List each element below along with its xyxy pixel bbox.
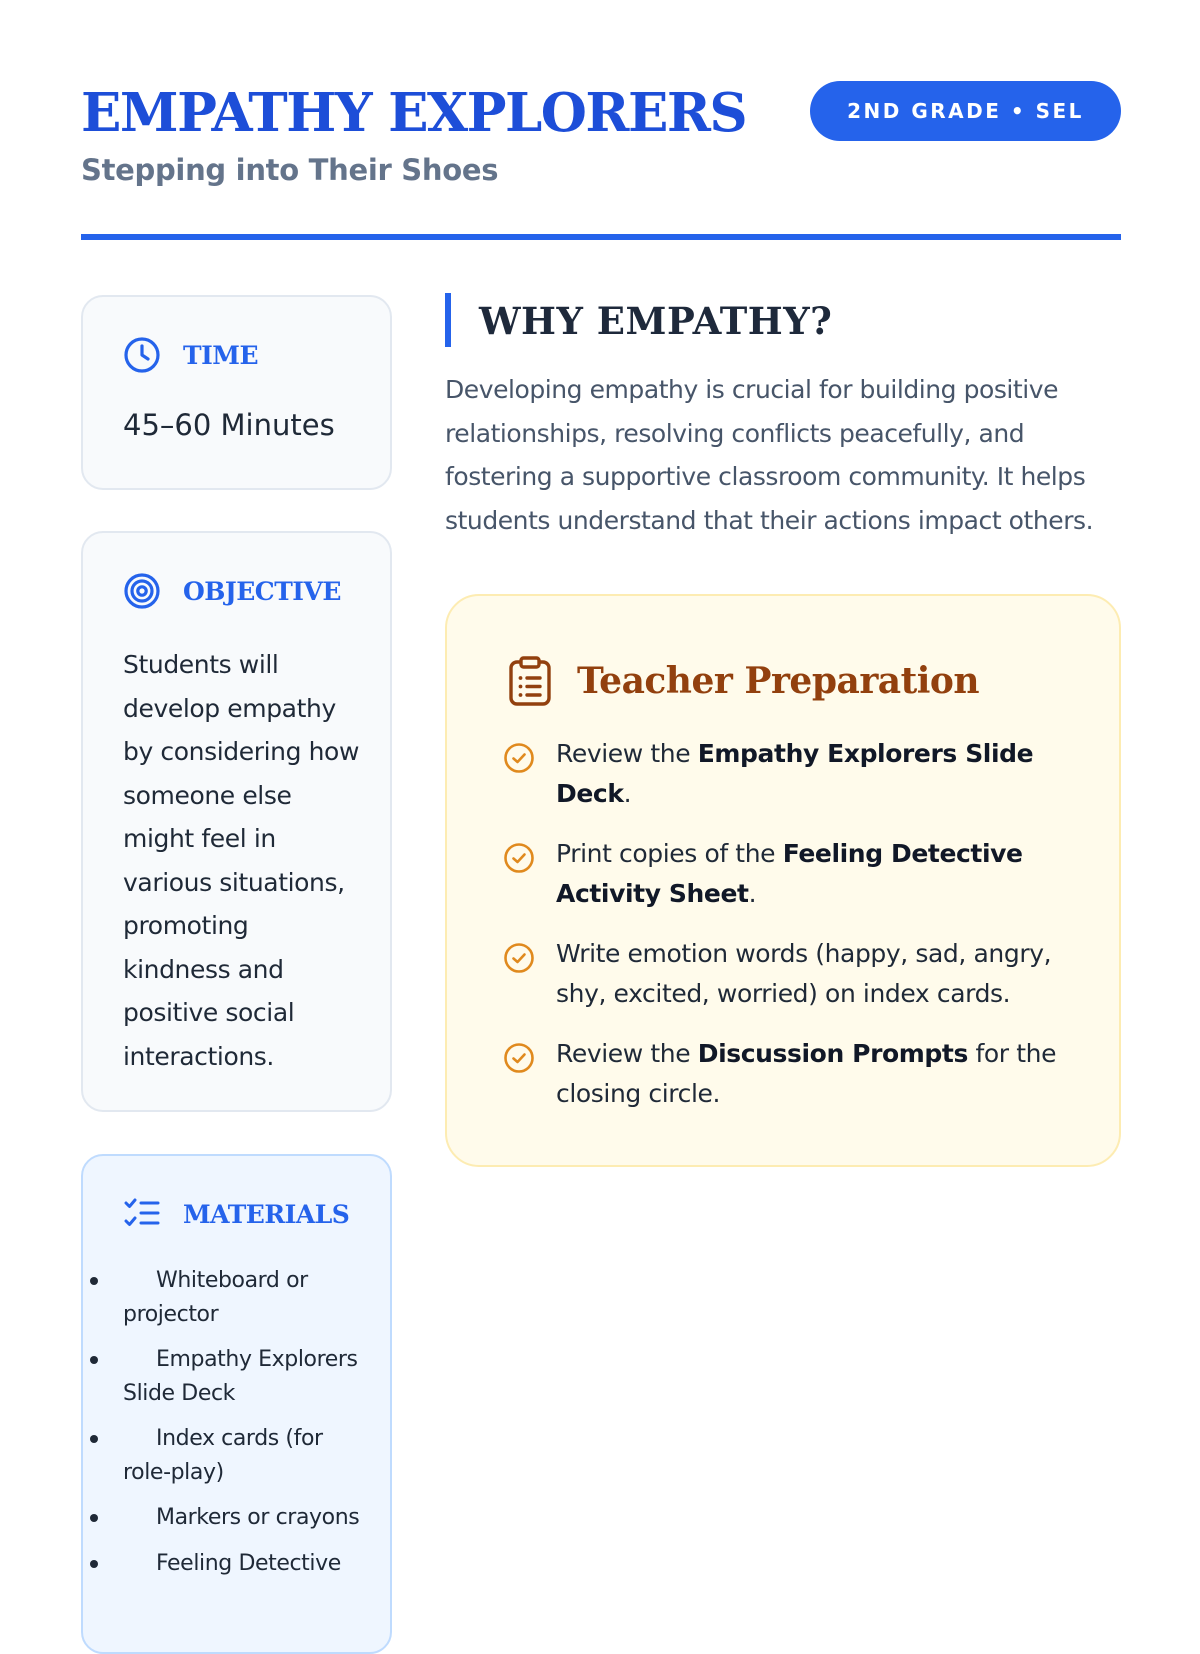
preparation-list xyxy=(503,734,1083,1134)
time-card-header xyxy=(123,337,258,373)
checklist-icon xyxy=(123,1195,161,1233)
bullet-icon xyxy=(90,1277,98,1285)
bullet-icon xyxy=(90,1514,98,1522)
lesson-plan-page xyxy=(81,0,1121,1600)
materials-item: Index cards (for role-play) xyxy=(123,1422,363,1489)
bullet-icon xyxy=(90,1560,98,1568)
teacher-preparation-card xyxy=(445,594,1121,1167)
why-empathy-text: Developing empathy is crucial for building positive relationships, resolving conflicts peacefully, and fostering a supportive classroom community. It helps students understand that their actions impact others. xyxy=(445,375,1094,535)
clock-icon xyxy=(123,336,161,374)
page-subtitle: Stepping into Their Shoes xyxy=(81,153,499,187)
preparation-item: Print copies of the Feeling Detective Activity Sheet. xyxy=(503,834,1083,914)
preparation-item: Write emotion words (happy, sad, angry, shy, excited, worried) on index cards. xyxy=(503,934,1083,1014)
materials-card-header xyxy=(123,1196,349,1232)
materials-item: Feeling Detective xyxy=(123,1547,363,1581)
target-icon xyxy=(123,572,161,610)
bullet-icon xyxy=(90,1356,98,1364)
materials-label: MATERIALS xyxy=(183,1199,350,1229)
check-circle-icon xyxy=(503,742,535,774)
objective-label: OBJECTIVE xyxy=(183,576,341,606)
preparation-item: Review the Discussion Prompts for the closing circle. xyxy=(503,1034,1083,1114)
objective-text: Students will develop empathy by considering how someone else might feel in various situations, promoting kindness and positive social interactions. xyxy=(123,650,359,1071)
page-title: EMPATHY EXPLORERS xyxy=(81,82,747,144)
objective-card-header xyxy=(123,573,341,609)
time-card xyxy=(81,295,392,490)
bullet-icon xyxy=(90,1435,98,1443)
check-circle-icon xyxy=(503,1042,535,1074)
materials-item: Whiteboard or projector xyxy=(123,1264,363,1331)
preparation-item: Review the Empathy Explorers Slide Deck. xyxy=(503,734,1083,814)
header-divider xyxy=(81,234,1121,240)
time-value: 45–60 Minutes xyxy=(123,408,335,442)
teacher-preparation-header xyxy=(507,652,979,710)
grade-badge: 2ND GRADE • SEL xyxy=(810,81,1121,141)
time-label: TIME xyxy=(183,340,259,370)
materials-card xyxy=(81,1154,392,1654)
materials-list xyxy=(123,1264,363,1592)
clipboard-icon xyxy=(507,655,553,707)
materials-item: Empathy Explorers Slide Deck xyxy=(123,1343,363,1410)
teacher-preparation-title: Teacher Preparation xyxy=(577,660,980,702)
check-circle-icon xyxy=(503,842,535,874)
why-empathy-heading: WHY EMPATHY? xyxy=(479,299,833,343)
section-accent-bar xyxy=(445,293,451,347)
objective-card xyxy=(81,531,392,1112)
check-circle-icon xyxy=(503,942,535,974)
materials-item: Markers or crayons xyxy=(123,1501,363,1535)
